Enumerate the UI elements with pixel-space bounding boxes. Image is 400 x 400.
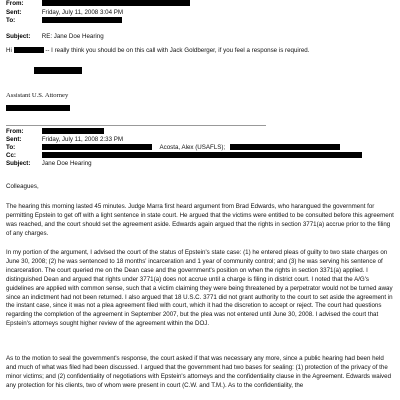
email2-subject-row	[6, 160, 92, 167]
redacted-cc	[42, 152, 362, 158]
sent-date: Friday, July 11, 2008 2:33 PM	[41, 136, 124, 143]
redacted-sender	[42, 128, 104, 134]
to-visible-recipient: Acosta, Alex (USAFLS);	[159, 144, 226, 151]
subject-text: Jane Doe Hearing	[41, 160, 92, 167]
subject-label: Subject:	[6, 33, 31, 40]
redacted-signature	[34, 67, 82, 74]
email1-sent-row	[6, 9, 123, 16]
redacted-sender	[42, 0, 190, 6]
subject-label: Subject:	[6, 160, 31, 167]
sent-label: Sent:	[6, 9, 22, 16]
email2-sent-row	[6, 136, 123, 143]
email2-to-row	[6, 144, 340, 151]
redacted-recipient	[42, 17, 122, 23]
subject-text: RE: Jane Doe Hearing	[41, 33, 104, 40]
to-label: To:	[6, 144, 16, 151]
to-label: To:	[6, 17, 16, 24]
paragraph-motion-to-seal: As to the motion to seal the government's response, the court asked if that was necessary any more, since a public hearing had been held and much of what was filed had been discussed. I argued that the government had two bases for sealing: (1) protection of the privacy of the minor victims; and (2) confidentiality of negotiations with Epstein's attorneys and the confidentiality clause in the Agreement. Edwards waived any protection for his clients, two of whom were present in court (C.W. and T.M.). As to the confidentiality, the	[6, 355, 392, 389]
from-label: From:	[6, 0, 24, 7]
message-text: -- I really think you should be on this call with Jack Goldberger, if you feel a response is required.	[45, 47, 310, 54]
paragraph-argument: In my portion of the argument, I advised the court of the status of Epstein's state case: (1) he entered pleas of guilty to two state charges on June 30, 2008; (2) he was sentenced to 18 months' incarceration and 1 year of community control; and (3) he was serving his sentence of incarceration. The court queried me on the Dean case and the government's position on when the rights in section 3371(a) applied. I distinguished Dean and argued that rights under 3771(a) does not accrue until a charge is filing in district court. I noted that the A/G's guidelines are applied with common sense, such that a victim claiming they were being threatened by a perpetrator would not be turned away since an indictment had not been returned. I also argued that 18 U.S.C. 3771 did not grant authority to the court to set aside the agreement in the instant case, since it was not a plea agreement filed with court, which it had the discretion to accept or reject. The court had questions regarding the completion of the agreement in September 2007, but the plea was not entered until June 30, 2008. I advised the court that Epstein's attorneys sought higher review of the agreement within the DOJ.	[6, 249, 393, 328]
email2-cc-row	[6, 152, 362, 159]
message-separator	[6, 125, 266, 126]
sent-label: Sent:	[6, 136, 22, 143]
sent-date: Friday, July 11, 2008 3:04 PM	[41, 9, 124, 16]
redacted-signature-line	[6, 105, 70, 111]
email1-message	[6, 47, 394, 56]
paragraph-hearing: The hearing this morning lasted 45 minutes. Judge Marra first heard argument from Brad Edwards, who harangued the government for permitting Epstein to get off with a light sentence in state court. He argued that the victims were entitled to be consulted before this agreement was reached, and the court should set the agreement aside. Edwards again argued that the rights in section 3771(a) accrue prior to the filing of any charges.	[6, 203, 394, 237]
redacted-recipients-2	[230, 144, 340, 150]
greeting: Hi	[6, 47, 12, 54]
salutation: Colleagues,	[6, 183, 39, 190]
email1-subject-row	[6, 33, 104, 40]
from-label: From:	[6, 128, 24, 135]
email1-from-row	[6, 0, 190, 7]
redacted-recipients	[42, 144, 152, 150]
email2-from-row	[6, 128, 104, 135]
redacted-name	[14, 47, 44, 53]
cc-label: Cc:	[6, 152, 16, 159]
email1-to-row	[6, 17, 122, 24]
signature-title: Assistant U.S. Attorney	[6, 92, 69, 99]
